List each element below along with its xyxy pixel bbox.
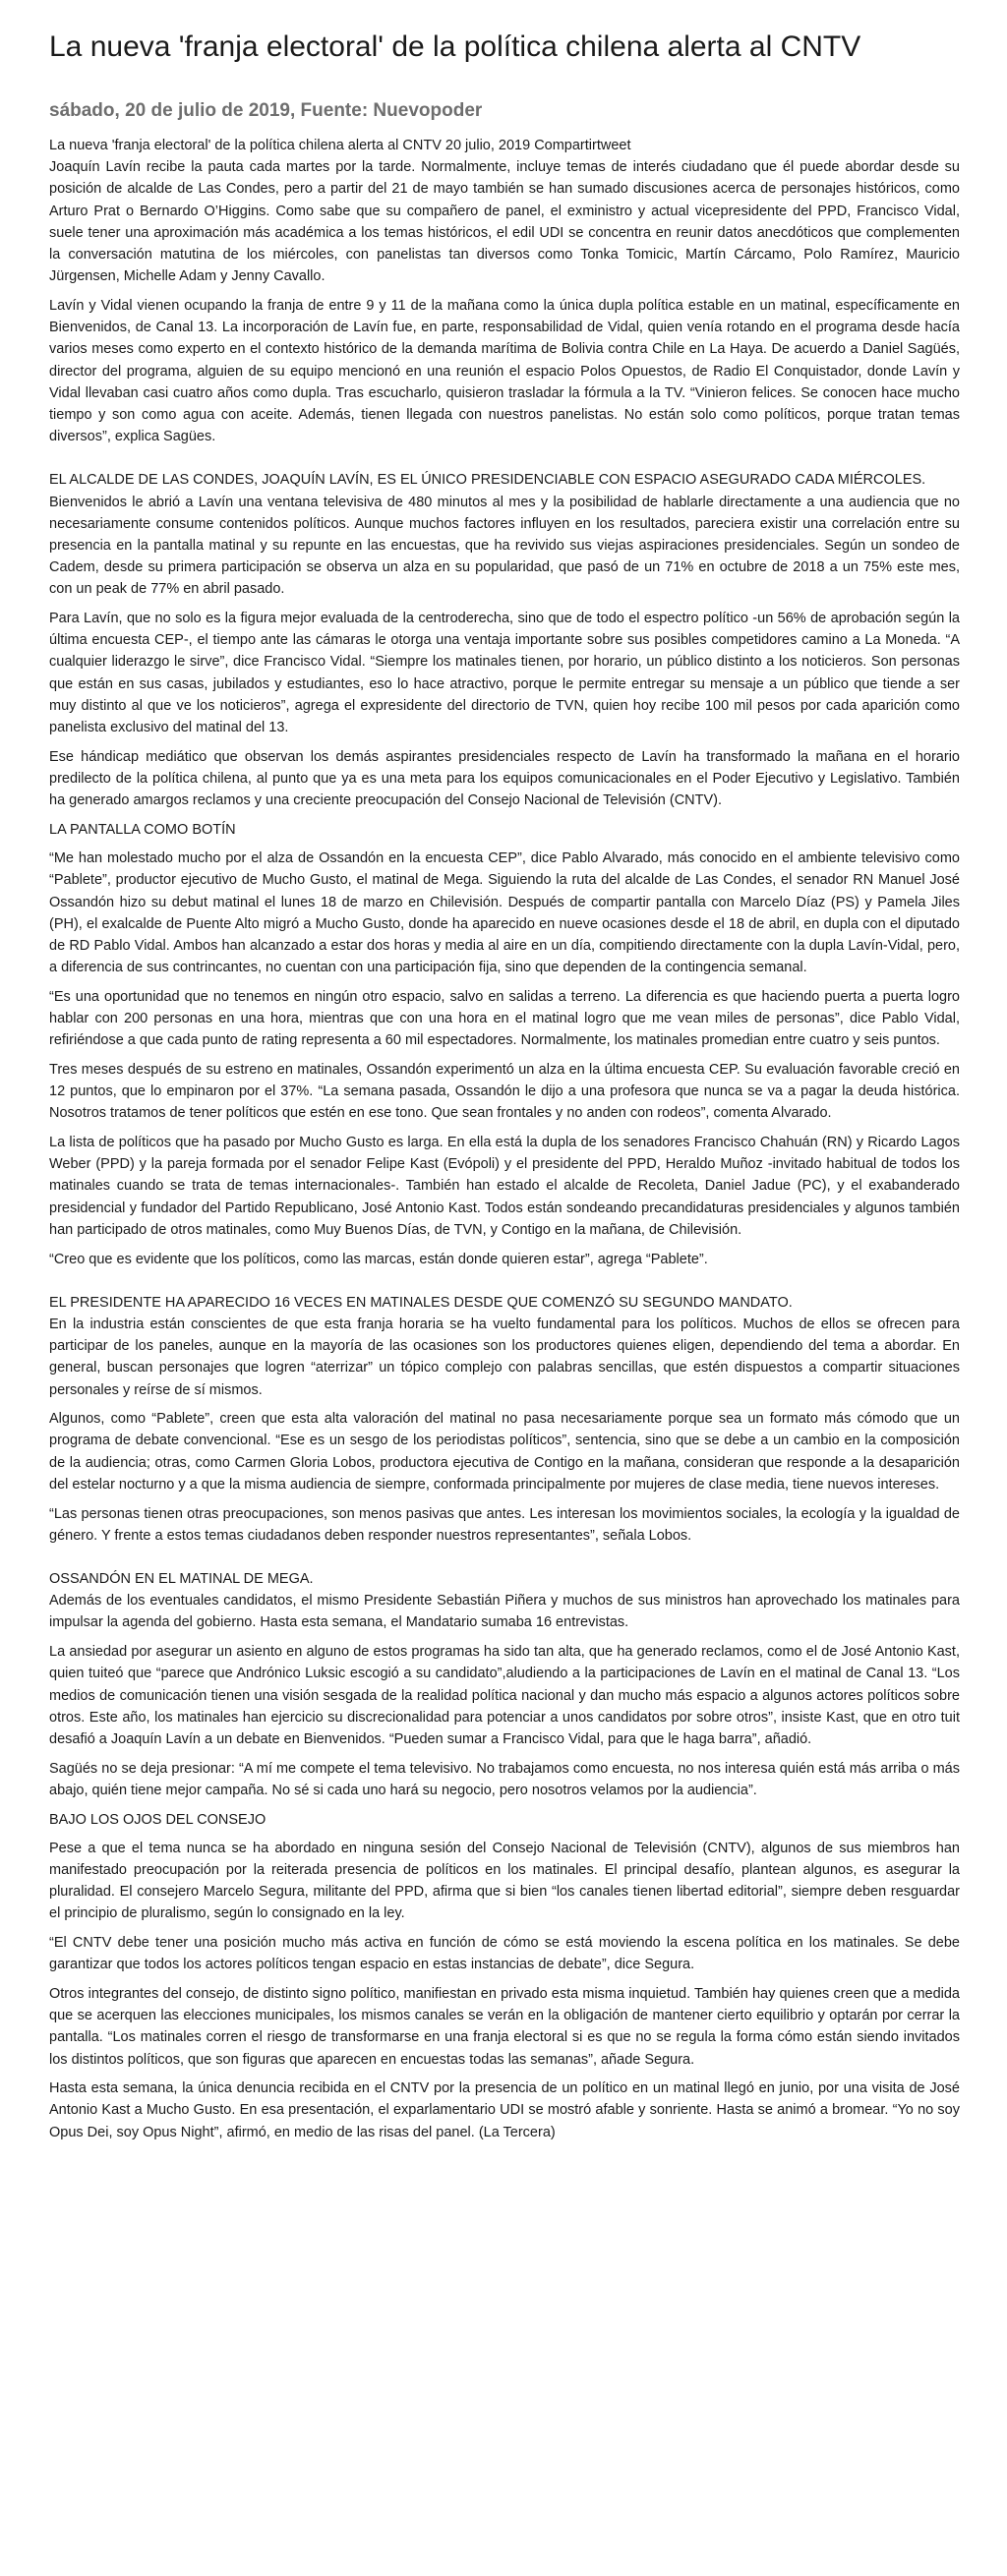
section-paragraph: La ansiedad por asegurar un asiento en alguno de estos programas ha sido tan alta, que ha generado reclamos, como el de José Antonio Kast, quien tuiteó que “parece que Andrónico Luksic escogió a su candidato”,aludiendo a la participaciones de Lavín en el matinal de Canal 13. “Los medios de comunicación tienen una visión sesgada de la realidad política nacional y dan mucho más espacio a algunos actores políticos sobre otros. Este año, los matinales han ejercicio su discrecionalidad para potenciar a unos candidatos por sobre otros”, insiste Kast, que en otro tuit desafió a Joaquín Lavín a un debate en Bienvenidos. “Pueden sumar a Francisco Vidal, para que le haga barra”, añadió. [49,1644,960,1747]
section-ossandon [49,1568,960,1801]
section-paragraph: “Es una oportunidad que no tenemos en ningún otro espacio, salvo en salidas a terreno. La diferencia es que haciendo puerta a puerta logro hablar con 200 personas en una hora, mientras que con una hora en el matinal logro que me vean miles de personas”, dice Pablo Vidal, refiriéndose a que cada punto de rating representa a 60 mil espectadores. Normalmente, los matinales promedian entre cuatro y seis puntos. [49,988,960,1049]
section-paragraph: Bienvenidos le abrió a Lavín una ventana televisiva de 480 minutos al mes y la posibilidad de hablarle directamente a una audiencia que no necesariamente consume contenidos políticos. Aunque muchos factores influyen en los resultados, pareciera existir una correlación entre su presencia en la pantalla matinal y su repunte en las encuestas, que ha revivido sus viejas aspiraciones presidenciales. Según un sondeo de Cadem, desde su primera participación se observa un alza en su popularidad, que pasó de un 71% en octubre de 2018 a un 75% este mes, con un peak de 77% en abril pasado. [49,494,960,598]
section-paragraph: Tres meses después de su estreno en matinales, Ossandón experimentó un alza en la última encuesta CEP. Su evaluación favorable creció en 12 puntos, que lo empinaron por el 37%. “La semana pasada, Ossandón le dijo a una profesora que nunca se va a pagar la deuda histórica. Nosotros tratamos de tener políticos que estén en ese tono. Que sean frontales y no anden con rodeos”, comenta Alvarado. [49,1061,960,1122]
section-paragraph: “Las personas tienen otras preocupaciones, son menos pasivas que antes. Les interesan los movimientos sociales, la ecología y la igualdad de género. Y frente a estos temas ciudadanos deben responder nuestros representantes”, señala Lobos. [49,1505,960,1544]
intro-paragraph: Lavín y Vidal vienen ocupando la franja de entre 9 y 11 de la mañana como la única dupla política estable en un matinal, específicamente en Bienvenidos, de Canal 13. La incorporación de Lavín fue, en parte, responsabilidad de Vidal, quien venía rotando en el programa desde hacía varios meses como experto en el contexto histórico de la demanda marítima de Bolivia contra Chile en La Haya. De acuerdo a Daniel Sagüés, director del programa, alguien de su equipo mencionó en una reunión el espacio Polos Opuestos, de Radio El Conquistador, donde Lavín y Vidal llevaban casi cuatro años como dupla. Tras escucharlo, quisieron trasladar la fórmula a la TV. “Vinieron felices. Se conocen hace mucho tiempo y son como agua con aceite. Además, tienen llegada con nuestros panelistas. No están solo como políticos, porque tratan temas diversos”, explica Sagües. [49,297,960,445]
intro-line-text: La nueva 'franja electoral' de la política chilena alerta al CNTV 20 julio, 2019 Compartirtweet [49,138,631,153]
section-consejo [49,1809,960,2143]
section-presidente [49,1292,960,1547]
section-heading: EL PRESIDENTE HA APARECIDO 16 VECES EN MATINALES DESDE QUE COMENZÓ SU SEGUNDO MANDATO. [49,1294,793,1311]
section-paragraph: Pese a que el tema nunca se ha abordado en ninguna sesión del Consejo Nacional de Televisión (CNTV), algunos de sus miembros han manifestado preocupación por la reiterada presencia de políticos en los matinales. El principal desafío, plantean algunos, es asegurar la pluralidad. El consejero Marcelo Segura, militante del PPD, afirma que si bien “los canales tienen libertad editorial”, siempre deben resguardar el principio de pluralismo, según lo consignado en la ley. [49,1840,960,1922]
section-lavin [49,469,960,811]
section-paragraph: Algunos, como “Pablete”, creen que esta alta valoración del matinal no pasa necesariamente porque sea un formato más cómodo que un programa de debate convencional. “Ese es un sesgo de los periodistas políticos”, sentencia, sino que se debe a un cambio en la composición de la audiencia; otras, como Carmen Gloria Lobos, productora ejecutiva de Contigo en la mañana, consideran que responde a la desaparición del estelar nocturno y a que la misma audiencia de siempre, conformada principalmente por mujeres de clase media, tiene nuevos intereses. [49,1411,960,1493]
section-paragraph: En la industria están conscientes de que esta franja horaria se ha vuelto fundamental para los políticos. Muchos de ellos se ofrecen para participar de los paneles, aunque en la mayoría de las ocasiones son los productores quienes eligen, dependiendo del tema a abordar. En general, buscan personajes que logren “aterrizar” un tópico complejo con palabras sencillas, que estén dispuestos a compartir situaciones personales y reírse de sí mismos. [49,1316,960,1398]
section-pantalla [49,819,960,1270]
section-paragraph: Otros integrantes del consejo, de distinto signo político, manifiestan en privado esta misma inquietud. También hay quienes creen que a medida que se acerquen las elecciones municipales, los mismos canales se verán en la obligación de mantener cierto equilibrio y optarán por cerrar la pantalla. “Los matinales corren el riesgo de transformarse en una franja electoral si es que no se regula la forma cómo están siendo invitados los distintos políticos, que son figuras que aparecen en encuestas todas las semanas”, añade Segura. [49,1985,960,2068]
section-heading: OSSANDÓN EN EL MATINAL DE MEGA. [49,1570,314,1587]
section-paragraph: Ese hándicap mediático que observan los demás aspirantes presidenciales respecto de Lavín ha transformado la mañana en el horario predilecto de la política chilena, al punto que ya es una meta para los equipos comunicacionales en el Poder Ejecutivo y Legislativo. También ha generado amargos reclamos y una creciente preocupación del Consejo Nacional de Televisión (CNTV). [49,748,960,809]
section-heading: BAJO LOS OJOS DEL CONSEJO [49,1811,267,1828]
section-heading: EL ALCALDE DE LAS CONDES, JOAQUÍN LAVÍN, ES EL ÚNICO PRESIDENCIABLE CON ESPACIO ASEGURADO CADA MIÉRCOLES. [49,472,926,489]
section-paragraph: “Me han molestado mucho por el alza de Ossandón en la encuesta CEP”, dice Pablo Alvarado, más conocido en el ambiente televisivo como “Pablete”, productor ejecutivo de Mucho Gusto, el matinal de Mega. Siguiendo la ruta del alcalde de Las Condes, el senador RN Manuel José Ossandón hizo su debut matinal el lunes 18 de marzo en Chilevisión. Después de compartir pantalla con Marcelo Díaz (PS) y Pamela Jiles (PH), el exalcalde de Puente Alto migró a Mucho Gusto, donde ha aparecido en nueve ocasiones desde el 18 de abril, en dupla con el diputado de RD Pablo Vidal. Ambos han alcanzado a estar dos horas y media al aire en un día, compitiendo directamente con la dupla Lavín-Vidal, pero, a diferencia de sus contrincantes, no cuentan con una participación fija, sino que dependen de la contingencia semanal. [49,850,960,976]
article-title: La nueva 'franja electoral' de la política chilena alerta al CNTV [49,30,861,63]
section-paragraph: Hasta esta semana, la única denuncia recibida en el CNTV por la presencia de un político en un matinal llegó en junio, por una visita de José Antonio Kast a Mucho Gusto. En esa presentación, el exparlamentario UDI se mostró afable y sonriente. Hasta se animó a bromear. “Yo no soy Opus Dei, soy Opus Night”, afirmó, en medio de las risas del panel. (La Tercera) [49,2080,960,2140]
section-paragraph: Sagüés no se deja presionar: “A mí me compete el tema televisivo. No trabajamos como encuesta, no nos interesa quién está más arriba o más abajo, quién tiene mejor campaña. No sé si cada uno hará su negocio, pero nosotros velamos por la audiencia”. [49,1760,960,1798]
intro-paragraph: Joaquín Lavín recibe la pauta cada martes por la tarde. Normalmente, incluye temas de interés ciudadano que él puede abordar desde su posición de alcalde de Las Condes, pero a partir del 21 de mayo también se han sumado discusiones acerca de personajes históricos, como Arturo Prat o Bernardo O’Higgins. Como sabe que su compañero de panel, el exministro y actual vicepresidente del PPD, Francisco Vidal, suele tener una aproximación más académica a los temas históricos, el edil UDI se concentra en reunir datos anecdóticos que complementen la conversación matutina de los miércoles, con panelistas tan diversos como Tonka Tomicic, Martín Cárcamo, Polo Ramírez, Mauricio Jürgensen, Michelle Adam y Jenny Cavallo. [49,159,960,285]
section-paragraph: “Creo que es evidente que los políticos, como las marcas, están donde quieren estar”, agrega “Pablete”. [49,1251,708,1267]
article-meta: sábado, 20 de julio de 2019, Fuente: Nuevopoder [49,100,483,121]
section-heading: LA PANTALLA COMO BOTÍN [49,821,236,838]
section-paragraph: La lista de políticos que ha pasado por Mucho Gusto es larga. En ella está la dupla de los senadores Francisco Chahuán (RN) y Ricardo Lagos Weber (PPD) y la pareja formada por el senador Felipe Kast (Evópoli) y el presidente del PPD, Heraldo Muñoz -invitado habitual de todos los matinales cuando se trata de temas internacionales-. También han estado el alcalde de Recoleta, Daniel Jadue (PC), y el exabanderado presidencial y fundador del Partido Republicano, José Antonio Kast. Todos están sondeando precandidaturas presidenciales y algunos también han participado de otros matinales, como Muy Buenos Días, de TVN, y Contigo en la mañana, de Chilevisión. [49,1135,960,1238]
intro-line [49,135,960,156]
section-paragraph: Para Lavín, que no solo es la figura mejor evaluada de la centroderecha, sino que de todo el espectro político -un 56% de aprobación según la última encuesta CEP-, el tiempo ante las cámaras le otorga una ventaja importante sobre sus posibles competidores camino a La Moneda. “A cualquier liderazgo le sirve”, dice Francisco Vidal. “Siempre los matinales tienen, por horario, un público distinto a los noticieros. Son personas que están en sus casas, jubilados y estudiantes, eso lo hace atractivo, porque le permite entregar su mensaje a un público que tiende a ser muy distinto al que ve los noticieros”, agrega el expresidente del directorio de TVN, quien hoy recibe 100 mil pesos por cada aparición como panelista exclusivo del matinal del 13. [49,611,960,736]
section-paragraph: “El CNTV debe tener una posición mucho más activa en función de cómo se está moviendo la escena política en los matinales. Se debe garantizar que todos los actores políticos tengan espacio en estas instancias de debate”, dice Segura. [49,1935,960,1973]
section-paragraph: Además de los eventuales candidatos, el mismo Presidente Sebastián Piñera y muchos de sus ministros han aprovechado los matinales para impulsar la agenda del gobierno. Hasta esta semana, el Mandatario sumaba 16 entrevistas. [49,1593,960,1631]
